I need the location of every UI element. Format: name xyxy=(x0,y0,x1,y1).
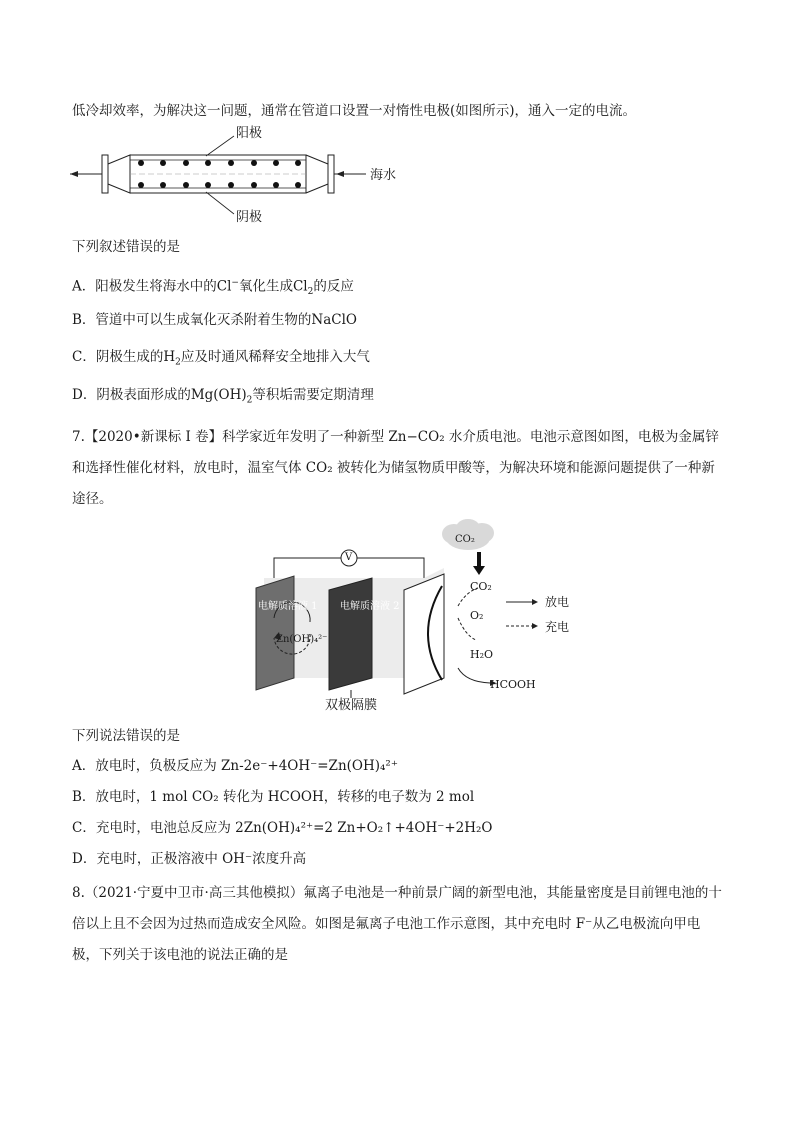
cathode-label: 阴极 xyxy=(236,210,263,225)
fig2-hcooh: HCOOH xyxy=(490,678,536,691)
fig2-legend-discharge: 放电 xyxy=(545,595,570,609)
q7-option-d: D．充电时，正极溶液中 OH⁻浓度升高 xyxy=(72,851,307,867)
fig2-legend-charge: 充电 xyxy=(545,620,570,634)
fig2-electrolyte-1: 电解质溶液 1 xyxy=(258,601,318,612)
anode-label: 阳极 xyxy=(236,126,263,141)
fig2-zincate: Zn(OH)₄²⁻ xyxy=(276,634,328,645)
intro-line: 低冷却效率，为解决这一问题，通常在管道口设置一对惰性电极(如图所示)，通入一定的电流。 xyxy=(72,103,637,119)
q6-option-c: C．阴极生成的$H_2$应及时通风稀释安全地排入大气 xyxy=(72,349,370,368)
fig2-h2o: H₂O xyxy=(470,648,494,661)
fig2-cloud-co2: CO₂ xyxy=(455,534,475,545)
fig2-co2: CO₂ xyxy=(470,580,492,593)
seawater-label: 海水 xyxy=(370,168,397,183)
fig2-membrane-label: 双极隔膜 xyxy=(325,698,378,713)
q8-question: 8.（2021·宁夏中卫市·高三其他模拟）氟离子电池是一种前景广阔的新型电池，其能量密度是目前锂电池的十倍以上且不会因为过热而造成安全风险。如图是氟离子电池工作示意图，其中充电时 F⁻从乙电极流向甲电极，下列关于该电池的说法正确的是 xyxy=(72,885,722,963)
q7-option-a: A．放电时，负极反应为 Zn-2e⁻+4OH⁻=Zn(OH)₄²⁺ xyxy=(72,758,398,774)
fig2-voltmeter: V xyxy=(345,552,353,563)
q6-option-d: D．阴极表面形成的$Mg(OH)_2$等积垢需要定期清理 xyxy=(72,387,374,406)
q6-stem: 下列叙述错误的是 xyxy=(72,239,180,255)
q7-question: 7.【2020•新课标 I 卷】科学家近年发明了一种新型 Zn−CO₂ 水介质电池。电池示意图如图，电极为金属锌和选择性催化材料，放电时，温室气体 CO₂ 被转化为储氢物质甲酸等，为解决环境和能源问题提供了一种新途径。 xyxy=(72,429,719,507)
fig2-electrolyte-2: 电解质溶液 2 xyxy=(340,601,400,612)
q6-option-b: B．管道中可以生成氧化灭杀附着生物的NaClO xyxy=(72,312,357,328)
q6-option-a: A．阳极发生将海水中的Cl−氧化生成$Cl_2$的反应 xyxy=(72,278,354,298)
fig2-o2: O₂ xyxy=(470,609,484,622)
q7-option-c: C．充电时，电池总反应为 2Zn(OH)₄²⁺=2 Zn+O₂↑+4OH⁻+2H₂O xyxy=(72,820,493,836)
q7-option-b: B．放电时，1 mol CO₂ 转化为 HCOOH，转移的电子数为 2 mol xyxy=(72,789,475,805)
q7-stem: 下列说法错误的是 xyxy=(72,728,180,744)
